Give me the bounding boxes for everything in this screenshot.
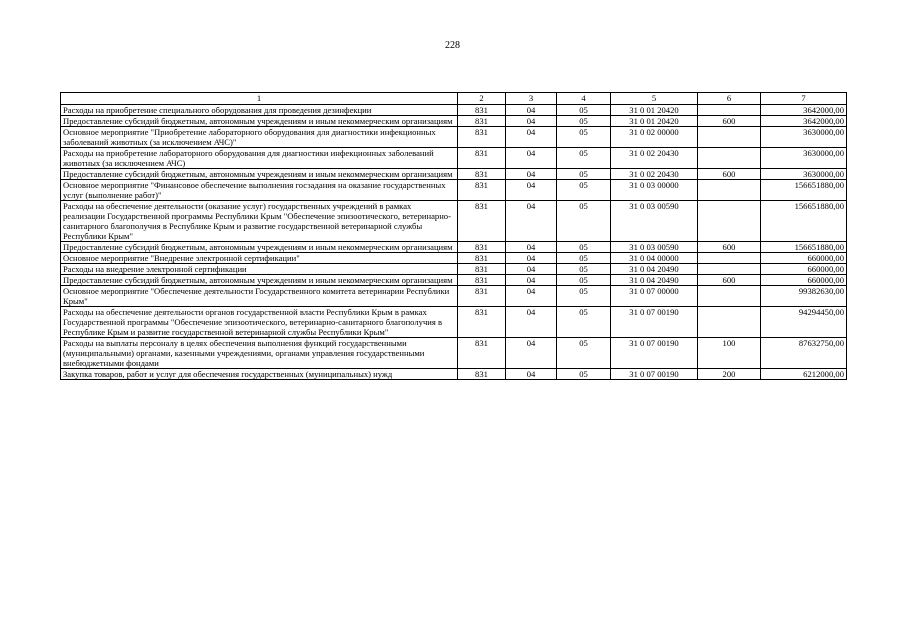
target-article-cell: 31 0 03 00590 — [611, 242, 698, 253]
subsection-code-cell: 05 — [557, 275, 611, 286]
table-row — [61, 201, 847, 242]
amount-cell: 156651880,00 — [761, 180, 847, 201]
target-article-cell: 31 0 07 00190 — [611, 307, 698, 338]
table-row — [61, 253, 847, 264]
table-row — [61, 307, 847, 338]
expense-type-cell — [698, 253, 761, 264]
section-code-cell: 04 — [506, 148, 557, 169]
table-row — [61, 338, 847, 369]
target-article-cell: 31 0 04 00000 — [611, 253, 698, 264]
subsection-code-cell: 05 — [557, 169, 611, 180]
expense-name-cell: Расходы на обеспечение деятельности органов государственной власти Республики Крым в рамках Государственной программы "Обеспечение эпизоотического, ветеринарно-санитарного благополучия в Республике Крым и развитие государственной ветеринарной службы Республики Крым" — [61, 307, 458, 338]
subsection-code-cell: 05 — [557, 338, 611, 369]
amount-cell: 660000,00 — [761, 264, 847, 275]
ministry-code-cell: 831 — [458, 169, 506, 180]
ministry-code-cell: 831 — [458, 253, 506, 264]
target-article-cell: 31 0 01 20420 — [611, 105, 698, 116]
target-article-cell: 31 0 03 00590 — [611, 201, 698, 242]
ministry-code-cell: 831 — [458, 242, 506, 253]
ministry-code-cell: 831 — [458, 180, 506, 201]
column-header: 4 — [557, 93, 611, 105]
ministry-code-cell: 831 — [458, 338, 506, 369]
subsection-code-cell: 05 — [557, 201, 611, 242]
subsection-code-cell: 05 — [557, 286, 611, 307]
expense-name-cell: Предоставление субсидий бюджетным, автономным учреждениям и иным некоммерческим организациям — [61, 242, 458, 253]
expense-type-cell — [698, 264, 761, 275]
expense-name-cell: Основное мероприятие "Обеспечение деятельности Государственного комитета ветеринарии Республики Крым" — [61, 286, 458, 307]
budget-table — [60, 92, 847, 380]
table-row — [61, 105, 847, 116]
amount-cell: 3630000,00 — [761, 127, 847, 148]
amount-cell: 660000,00 — [761, 275, 847, 286]
ministry-code-cell: 831 — [458, 105, 506, 116]
expense-type-cell — [698, 180, 761, 201]
target-article-cell: 31 0 04 20490 — [611, 275, 698, 286]
ministry-code-cell: 831 — [458, 264, 506, 275]
subsection-code-cell: 05 — [557, 105, 611, 116]
target-article-cell: 31 0 07 00000 — [611, 286, 698, 307]
section-code-cell: 04 — [506, 338, 557, 369]
section-code-cell: 04 — [506, 127, 557, 148]
column-header: 3 — [506, 93, 557, 105]
subsection-code-cell: 05 — [557, 264, 611, 275]
expense-name-cell: Расходы на внедрение электронной сертификации — [61, 264, 458, 275]
expense-type-cell: 600 — [698, 242, 761, 253]
expense-type-cell — [698, 127, 761, 148]
subsection-code-cell: 05 — [557, 242, 611, 253]
section-code-cell: 04 — [506, 169, 557, 180]
expense-type-cell: 200 — [698, 369, 761, 380]
subsection-code-cell: 05 — [557, 127, 611, 148]
section-code-cell: 04 — [506, 105, 557, 116]
target-article-cell: 31 0 03 00000 — [611, 180, 698, 201]
amount-cell: 156651880,00 — [761, 201, 847, 242]
expense-type-cell — [698, 307, 761, 338]
subsection-code-cell: 05 — [557, 180, 611, 201]
subsection-code-cell: 05 — [557, 253, 611, 264]
table-body — [61, 105, 847, 380]
target-article-cell: 31 0 07 00190 — [611, 369, 698, 380]
subsection-code-cell: 05 — [557, 116, 611, 127]
column-header: 5 — [611, 93, 698, 105]
table-row — [61, 275, 847, 286]
expense-name-cell: Предоставление субсидий бюджетным, автономным учреждениям и иным некоммерческим организациям — [61, 169, 458, 180]
expense-name-cell: Основное мероприятие "Внедрение электронной сертификации" — [61, 253, 458, 264]
page-number: 228 — [445, 40, 460, 51]
expense-name-cell: Предоставление субсидий бюджетным, автономным учреждениям и иным некоммерческим организациям — [61, 116, 458, 127]
subsection-code-cell: 05 — [557, 307, 611, 338]
expense-type-cell: 600 — [698, 116, 761, 127]
expense-name-cell: Расходы на выплаты персоналу в целях обеспечения выполнения функций государственными (муниципальными) органами, казенными учреждениями, органами управления государственными внебюджетными фондами — [61, 338, 458, 369]
expense-type-cell: 600 — [698, 275, 761, 286]
expense-name-cell: Закупка товаров, работ и услуг для обеспечения государственных (муниципальных) нужд — [61, 369, 458, 380]
table-row — [61, 127, 847, 148]
target-article-cell: 31 0 01 20420 — [611, 116, 698, 127]
column-header: 2 — [458, 93, 506, 105]
expense-name-cell: Основное мероприятие "Финансовое обеспечение выполнения госзадания на оказание государственных услуг (выполнение работ)" — [61, 180, 458, 201]
ministry-code-cell: 831 — [458, 369, 506, 380]
section-code-cell: 04 — [506, 242, 557, 253]
amount-cell: 94294450,00 — [761, 307, 847, 338]
ministry-code-cell: 831 — [458, 148, 506, 169]
table-row — [61, 116, 847, 127]
table-row — [61, 148, 847, 169]
ministry-code-cell: 831 — [458, 286, 506, 307]
section-code-cell: 04 — [506, 201, 557, 242]
section-code-cell: 04 — [506, 116, 557, 127]
table-row — [61, 242, 847, 253]
table-row — [61, 369, 847, 380]
ministry-code-cell: 831 — [458, 127, 506, 148]
section-code-cell: 04 — [506, 253, 557, 264]
column-header: 1 — [61, 93, 458, 105]
section-code-cell: 04 — [506, 275, 557, 286]
amount-cell: 87632750,00 — [761, 338, 847, 369]
table-row — [61, 286, 847, 307]
ministry-code-cell: 831 — [458, 116, 506, 127]
expense-type-cell: 600 — [698, 169, 761, 180]
section-code-cell: 04 — [506, 180, 557, 201]
target-article-cell: 31 0 02 00000 — [611, 127, 698, 148]
expense-name-cell: Расходы на приобретение специального оборудования для проведения дезинфекции — [61, 105, 458, 116]
amount-cell: 99382630,00 — [761, 286, 847, 307]
section-code-cell: 04 — [506, 307, 557, 338]
expense-name-cell: Расходы на обеспечение деятельности (оказание услуг) государственных учреждений в рамках реализации Государственной программы Республики Крым "Обеспечение эпизоотического, ветеринарно-санитарного благополучия в Республике Крым и развитие государственной ветеринарной службы Республики Крым" — [61, 201, 458, 242]
amount-cell: 660000,00 — [761, 253, 847, 264]
section-code-cell: 04 — [506, 369, 557, 380]
section-code-cell: 04 — [506, 286, 557, 307]
amount-cell: 6212000,00 — [761, 369, 847, 380]
ministry-code-cell: 831 — [458, 275, 506, 286]
expense-name-cell: Основное мероприятие "Приобретение лабораторного оборудования для диагностики инфекционных заболеваний животных (за исключением АЧС)" — [61, 127, 458, 148]
amount-cell: 3630000,00 — [761, 169, 847, 180]
expense-type-cell — [698, 148, 761, 169]
table-row — [61, 180, 847, 201]
column-header: 7 — [761, 93, 847, 105]
target-article-cell: 31 0 07 00190 — [611, 338, 698, 369]
target-article-cell: 31 0 02 20430 — [611, 148, 698, 169]
amount-cell: 156651880,00 — [761, 242, 847, 253]
ministry-code-cell: 831 — [458, 201, 506, 242]
section-code-cell: 04 — [506, 264, 557, 275]
subsection-code-cell: 05 — [557, 148, 611, 169]
amount-cell: 3642000,00 — [761, 105, 847, 116]
amount-cell: 3642000,00 — [761, 116, 847, 127]
expense-type-cell — [698, 286, 761, 307]
expense-type-cell: 100 — [698, 338, 761, 369]
table-row — [61, 264, 847, 275]
subsection-code-cell: 05 — [557, 369, 611, 380]
column-header: 6 — [698, 93, 761, 105]
expense-name-cell: Расходы на приобретение лабораторного оборудования для диагностики инфекционных заболеваний животных (за исключением АЧС) — [61, 148, 458, 169]
header-row — [61, 93, 847, 105]
expense-type-cell — [698, 201, 761, 242]
table-row — [61, 169, 847, 180]
expense-type-cell — [698, 105, 761, 116]
expense-name-cell: Предоставление субсидий бюджетным, автономным учреждениям и иным некоммерческим организациям — [61, 275, 458, 286]
amount-cell: 3630000,00 — [761, 148, 847, 169]
target-article-cell: 31 0 02 20430 — [611, 169, 698, 180]
target-article-cell: 31 0 04 20490 — [611, 264, 698, 275]
ministry-code-cell: 831 — [458, 307, 506, 338]
